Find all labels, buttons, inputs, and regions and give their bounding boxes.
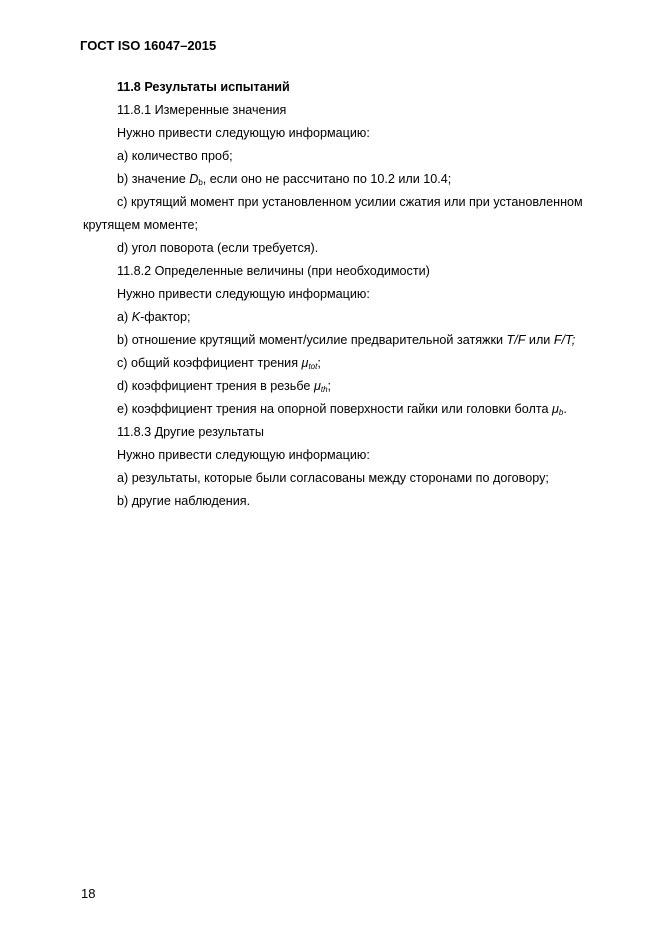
list-item: d) угол поворота (если требуется). — [117, 241, 319, 255]
standard-header: ГОСТ ISO 16047–2015 — [80, 38, 217, 53]
subsection-title-measured: 11.8.1 Измеренные значения — [117, 103, 287, 117]
list-item-continuation: крутящем моменте; — [83, 218, 199, 232]
list-item: с) общий коэффициент трения $\mu_{tot}$; — [117, 356, 321, 371]
list-item: е) коэффициент трения на опорной поверхности гайки или головки болта $\mu_b$. — [117, 402, 567, 417]
list-item: d) коэффициент трения в резьбе $\mu_{th}$; — [117, 379, 332, 394]
section-title: 11.8 Результаты испытаний — [117, 80, 290, 94]
paragraph-lead: Нужно привести следующую информацию: — [117, 287, 370, 301]
list-item: с) крутящий момент при установленном усилии сжатия или при установленном — [117, 195, 583, 209]
list-item: b) отношение крутящий момент/усилие предварительной затяжки T/F или F/T; — [117, 333, 576, 347]
list-item: b) другие наблюдения. — [117, 494, 251, 508]
list-item: b) значение $D_b$, если оно не рассчитано по 10.2 или 10.4; — [117, 172, 452, 187]
list-item: а) K-фактор; — [117, 310, 191, 324]
subsection-title-determined: 11.8.2 Определенные величины (при необходимости) — [117, 264, 430, 278]
list-item: а) количество проб; — [117, 149, 233, 163]
paragraph-lead: Нужно привести следующую информацию: — [117, 126, 370, 140]
paragraph-lead: Нужно привести следующую информацию: — [117, 448, 370, 462]
list-item: а) результаты, которые были согласованы между сторонами по договору; — [117, 471, 549, 485]
subsection-title-other: 11.8.3 Другие результаты — [117, 425, 264, 439]
page-number: 18 — [81, 886, 96, 901]
